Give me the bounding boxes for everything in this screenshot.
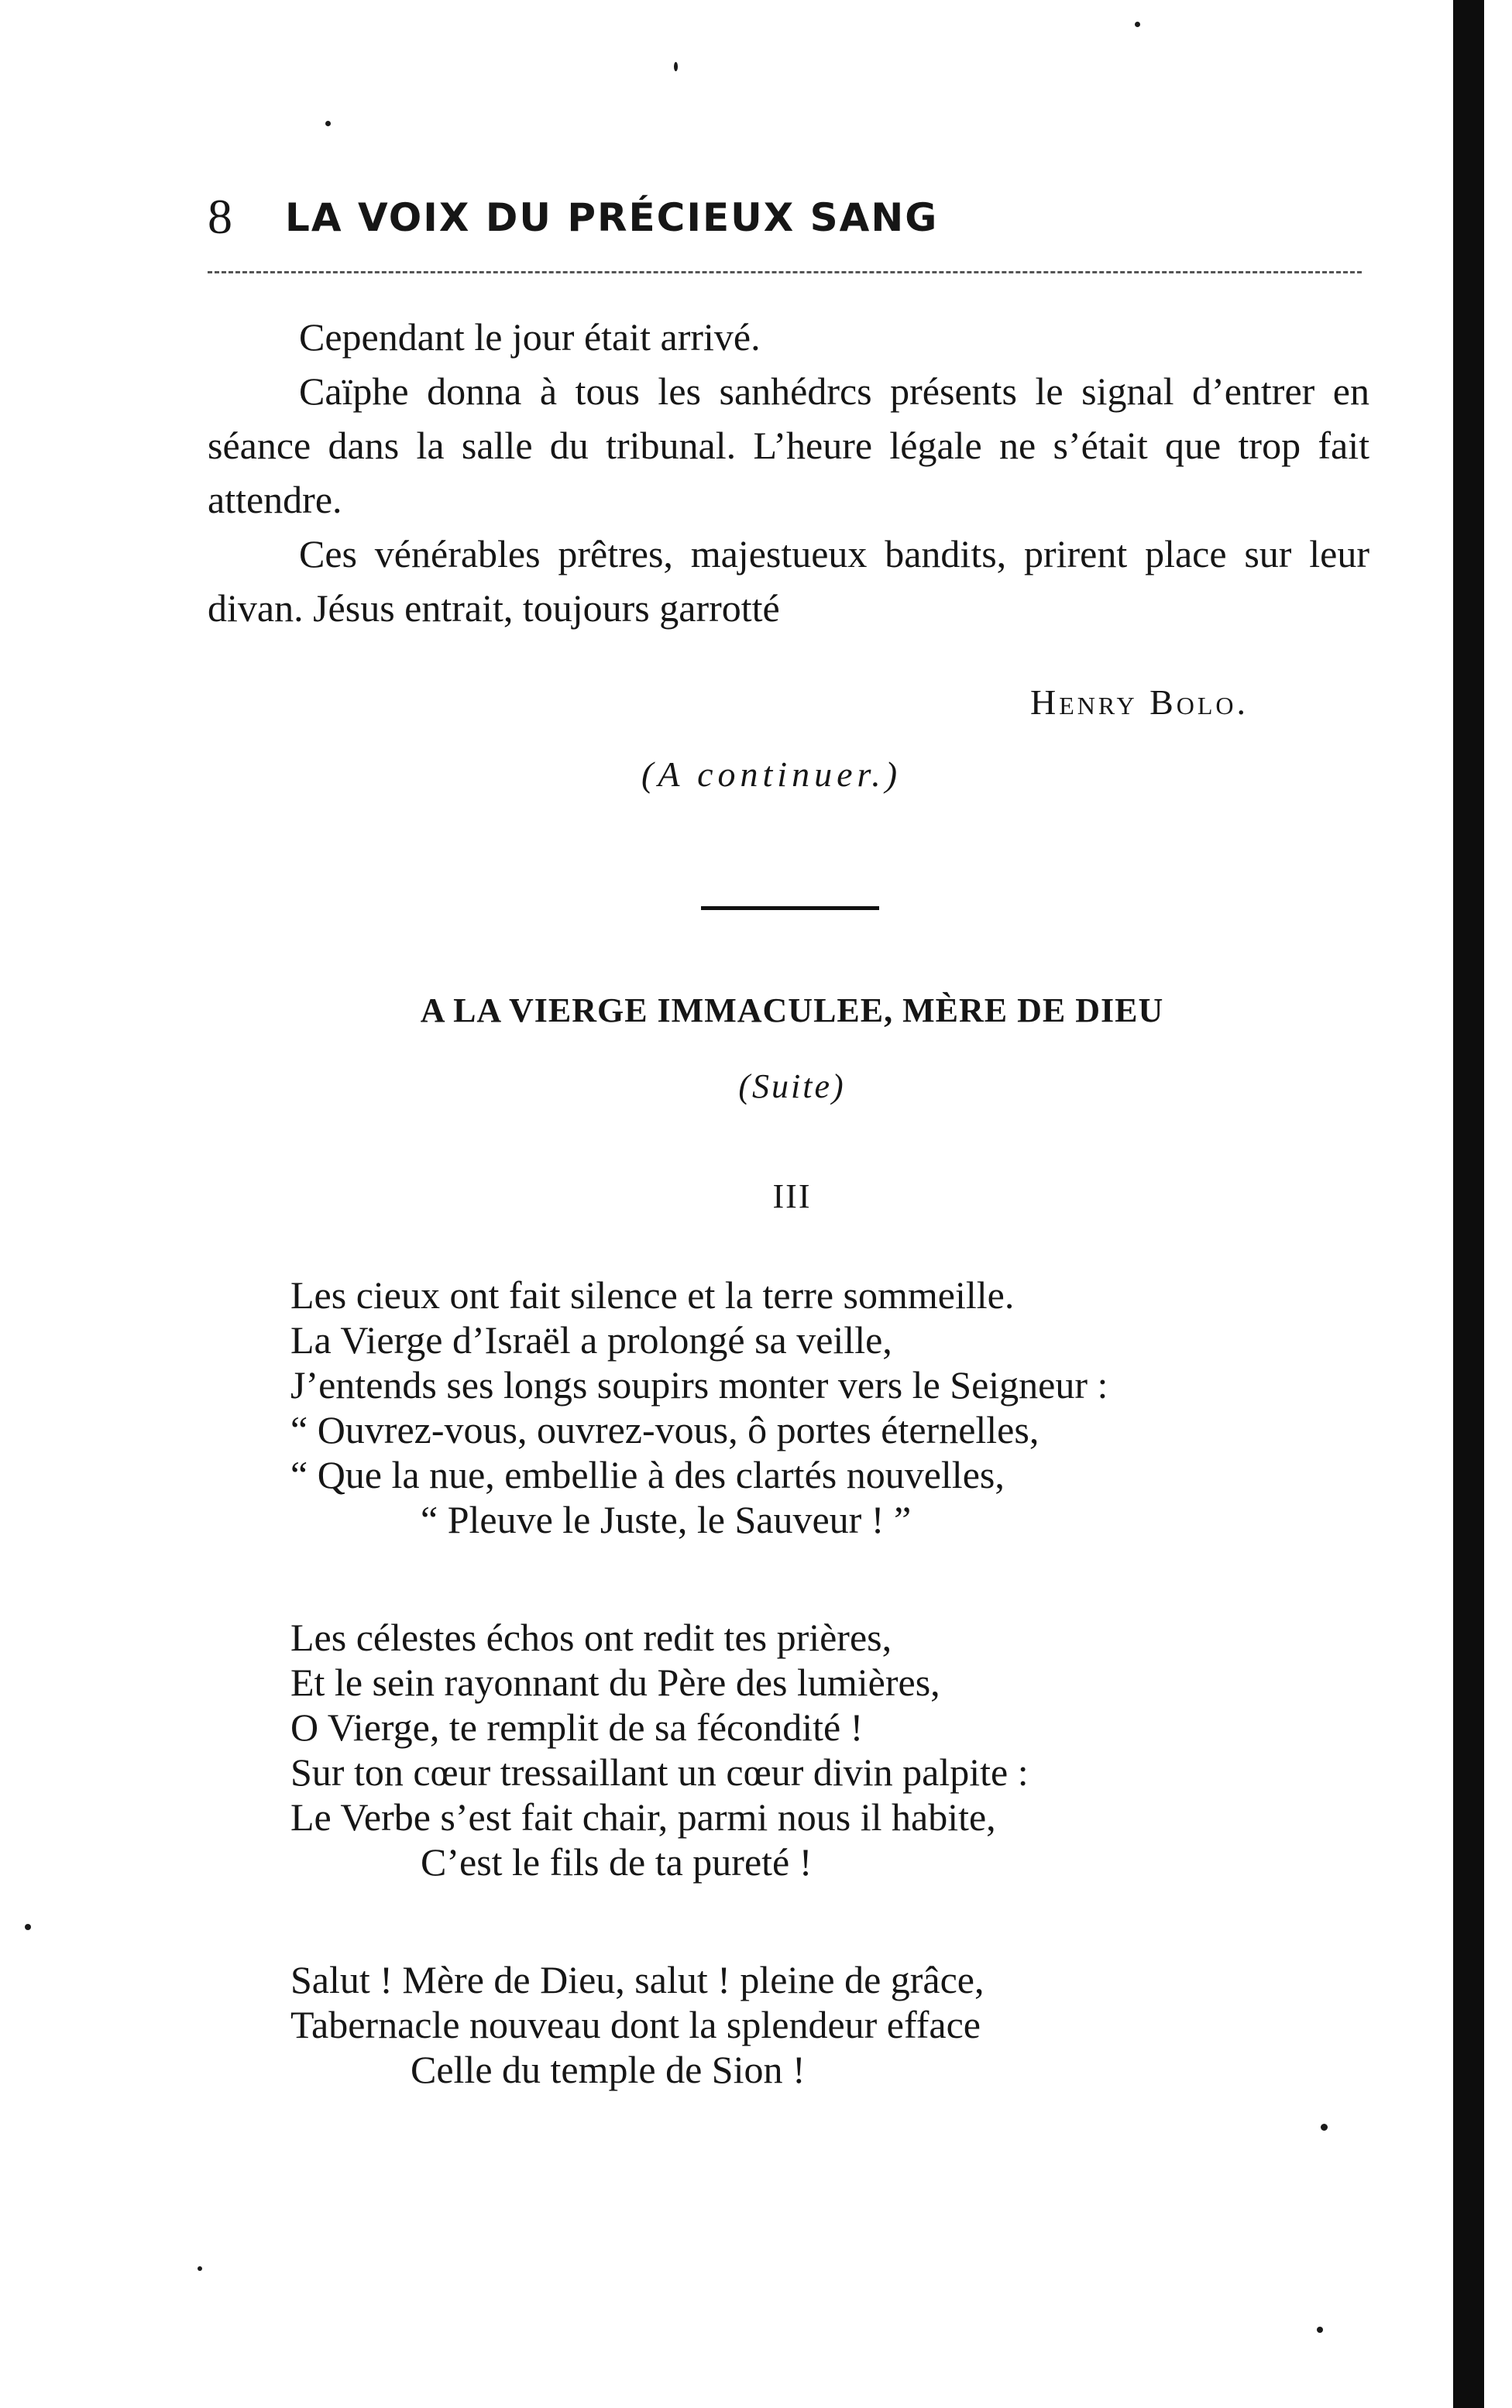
poem-title: A LA VIERGE IMMACULEE, MÈRE DE DIEU — [420, 991, 1164, 1029]
poem-verse: “ Pleuve le Juste, le Sauveur ! ” — [421, 1498, 912, 1541]
poem-stanza — [290, 1273, 1375, 1542]
poem-verse: “ Que la nue, embellie à des clartés nouvelles, — [290, 1453, 1005, 1496]
prose-paragraph: Caïphe donna à tous les sanhédrcs présents le signal d’entrer en séance dans la salle du tribunal. L’heure légale ne s’était que trop fait attendre. — [208, 369, 1369, 521]
author-signature: Henry Bolo. — [1030, 682, 1249, 722]
scan-speck — [325, 121, 331, 126]
prose-section — [208, 310, 1369, 635]
poem-stanza — [290, 1957, 1375, 2092]
poem-verse: Les cieux ont fait silence et la terre sommeille. — [290, 1273, 1015, 1317]
scan-speck — [198, 2266, 202, 2271]
poem-verse: Et le sein rayonnant du Père des lumières, — [290, 1661, 940, 1704]
poem-verse: J’entends ses longs soupirs monter vers le Seigneur : — [290, 1363, 1108, 1407]
poem-stanza — [290, 1615, 1375, 1884]
scan-speck — [674, 62, 678, 71]
section-separator — [701, 906, 879, 910]
poem-verse: Les célestes échos ont redit tes prières, — [290, 1616, 892, 1659]
scan-speck — [1135, 22, 1140, 27]
poem-verse: C’est le fils de ta pureté ! — [421, 1840, 813, 1884]
poem-subtitle: (Suite) — [738, 1067, 846, 1105]
poem-verse: “ Ouvrez-vous, ouvrez-vous, ô portes éternelles, — [290, 1408, 1040, 1451]
page-number: 8 — [208, 189, 232, 244]
poem-verse: La Vierge d’Israël a prolongé sa veille, — [290, 1318, 892, 1362]
poem-section-number: III — [772, 1177, 812, 1215]
poem-verse: Tabernacle nouveau dont la splendeur efface — [290, 2003, 981, 2046]
poem-verse: Celle du temple de Sion ! — [411, 2048, 806, 2091]
poem-body — [290, 1273, 1375, 2165]
poem-verse: Salut ! Mère de Dieu, salut ! pleine de grâce, — [290, 1958, 985, 2001]
poem-verse: Sur ton cœur tressaillant un cœur divin palpite : — [290, 1750, 1029, 1794]
prose-paragraph: Cependant le jour était arrivé. — [299, 315, 761, 359]
scan-speck — [25, 1924, 31, 1930]
scan-speck — [1317, 2327, 1323, 2333]
to-be-continued-note: (A continuer.) — [641, 754, 902, 794]
poem-verse: Le Verbe s’est fait chair, parmi nous il habite, — [290, 1795, 996, 1839]
running-title: LA VOIX DU PRÉCIEUX SANG — [285, 195, 939, 240]
prose-paragraph: Ces vénérables prêtres, majestueux bandits, prirent place sur leur divan. Jésus entrait, toujours garrotté — [208, 532, 1369, 630]
poem-verse: O Vierge, te remplit de sa fécondité ! — [290, 1706, 864, 1749]
page-header — [208, 186, 1369, 248]
header-rule — [208, 271, 1362, 273]
